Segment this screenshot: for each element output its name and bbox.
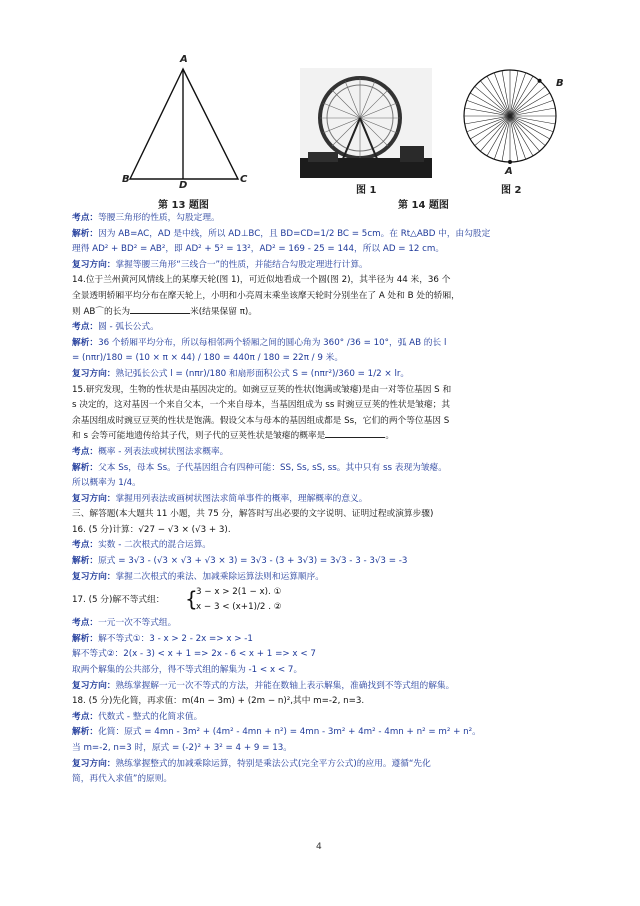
fuxi-label: 复习方向： [72,368,116,379]
system-line-1: 3 − x > 2(1 − x). ① [196,587,282,598]
q17-stem [72,585,572,616]
q13-jiexi-2: 理得 AD² + BD² = AB²，即 AD² + 5² = 13²，AD² = 169 - 25 = 144，所以 AD = 12 cm。 [72,244,445,255]
q14-stem-3a: 则 AB⌒的长为 [72,306,131,317]
kaodian-label: 考点： [72,446,99,457]
q14-kaodian [72,320,572,336]
q17-stem-text: 17. (5 分)解不等式组： [72,595,165,606]
fuxi-label: 复习方向： [72,680,116,691]
jiexi-text: 36 个轿厢平均分布，所以每相邻两个轿厢之间的圆心角为 360° /36 = 10°，弧 AB 的长 l [98,337,447,348]
q14-stem-3b: 米(结果保留 π)。 [190,306,258,317]
q13-fuxi [72,258,572,274]
kaodian-text: 概率 - 列表法或树状图法求概率。 [98,446,229,457]
q15-jiexi [72,461,572,477]
q18-jiexi [72,725,572,741]
fuxi-text: 熟练掌握整式的加减乘除运算，特别是乘法公式(完全平方公式)的应用。遵循“先化 [115,758,431,769]
q13-kaodian [72,211,572,227]
q14-jiexi [72,336,572,352]
kaodian-label: 考点： [72,711,99,722]
wheel-diagram [458,66,562,170]
fig1-label: 图 1 [356,185,377,196]
q16-kaodian [72,538,572,554]
q14-stem-1: 14.位于兰州黄河风情线上的某摩天轮(图 1)，可近似地看成一个圆(图 2)，其半径为 44 米，36 个 [72,275,451,286]
fuxi-text: 掌握等腰三角形“三线合一”的性质，并能结合勾股定理进行计算。 [115,259,368,270]
fig13-caption: 第 13 题图 [158,200,209,211]
jiexi-label: 解析： [72,337,99,348]
fuxi-label: 复习方向： [72,571,116,582]
jiexi-label: 解析： [72,727,99,738]
q17-jiexi [72,632,572,648]
kaodian-text: 代数式 - 整式的化简求值。 [98,711,203,722]
page-number: 4 [316,842,322,852]
q15-kaodian [72,445,572,461]
q17-jiexi-2: 解不等式②：2(x - 3) < x + 1 => 2x - 6 < x + 1 => x < 7 [72,649,316,660]
point-b-marker [538,79,542,83]
fuxi-text: 掌握二次根式的乘法、加减乘除运算法则和运算顺序。 [115,571,324,582]
kaodian-text: 等腰三角形的性质，勾股定理。 [98,213,220,223]
fuxi-label: 复习方向： [72,493,116,504]
text-body [72,211,572,788]
figures-area [0,0,640,220]
jiexi-text: 原式 = 3√3 - (√3 × √3 + √3 × 3) = 3√3 - (3 + 3√3) = 3√3 - 3 - 3√3 = -3 [98,556,408,567]
section-3-heading: 三、解答题(本大题共 11 小题，共 75 分，解答时写出必要的文字说明、证明过程或演算步骤) [72,509,434,520]
jiexi-label: 解析： [72,556,99,567]
kaodian-label: 考点： [72,540,99,551]
jiexi-text: 父本 Ss，母本 Ss。子代基因组合有四种可能：SS, Ss, sS, ss。其中只有 ss 表现为皱瘪。 [98,462,447,473]
q15-stem-4 [72,429,572,445]
q15-jiexi-2: 所以概率为 1/4。 [72,478,141,489]
fuxi-text: 掌握用列表法或画树状图法求简单事件的概率，理解概率的意义。 [115,493,368,504]
answer-blank [325,429,385,438]
kaodian-text: 一元一次不等式组。 [98,618,177,629]
q15-fuxi [72,492,572,508]
jiexi-text: 因为 AB=AC，AD 是中线，所以 AD⊥BC，且 BD=CD=1/2 BC = 5cm。在 Rt△ABD 中，由勾股定 [98,228,491,239]
q17-fuxi [72,679,572,695]
system-line-2: x − 3 < (x+1)/2 . ② [196,602,282,613]
answer-blank [130,305,190,314]
jiexi-label: 解析： [72,462,99,473]
kaodian-text: 圆 - 弧长公式。 [98,322,159,333]
q16-stem: 16. (5 分)计算：√27 − √3 × (√3 + 3). [72,524,231,535]
jiexi-label: 解析： [72,633,99,644]
q15-stem-1: 15.研究发现，生物的性状是由基因决定的。如豌豆豆荚的性状(饱满或皱瘪)是由一对等位基因 S 和 [72,384,452,395]
q15-stem-4a: 和 s 会等可能地遗传给其子代，则子代的豆荚性状是皱瘪的概率是 [72,431,326,442]
label-a: A [180,54,188,65]
q14-stem-2: 全景透明轿厢平均分布在摩天轮上，小明和小亮周末乘坐该摩天轮时分别坐在了 A 处和 B 处的轿厢， [72,290,460,301]
fuxi-text: 熟练掌握解一元一次不等式的方法，并能在数轴上表示解集，准确找到不等式组的解集。 [115,680,455,691]
ferris-wheel-photo [300,68,432,178]
q15-stem-4b: 。 [385,431,394,442]
q13-jiexi [72,227,572,243]
q14-fuxi [72,367,572,383]
q18-jiexi-2: 当 m=-2, n=3 时，原式 = (-2)² + 3² = 4 + 9 = 13。 [72,743,292,753]
label-b: B [122,174,130,185]
q17-kaodian [72,616,572,632]
q18-fuxi [72,757,572,773]
q15-stem-3: 余基因组成时豌豆豆荚的性状是饱满。假设父本与母本的基因组成都是 Ss，它们的两个等位基因 S [72,415,450,426]
triangle-figure [110,55,260,195]
q18-fuxi-2: 简，再代入求值”的原则。 [72,774,173,785]
fuxi-label: 复习方向： [72,758,116,769]
fig14-caption: 第 14 题图 [398,200,449,211]
kaodian-label: 考点： [72,322,99,333]
kaodian-text: 实数 - 二次根式的混合运算。 [98,540,211,551]
brace: { [185,587,198,612]
label-wheel-b: B [556,78,564,89]
fuxi-text: 熟记弧长公式 l = (nπr)/180 和扇形面积公式 S = (nπr²)/360 = 1/2 × lr。 [115,368,410,379]
point-a-marker [508,160,512,164]
fuxi-label: 复习方向： [72,259,116,270]
jiexi-label: 解析： [72,228,99,239]
q16-fuxi [72,570,572,586]
q18-stem: 18. (5 分)先化简，再求值：m(4n − 3m) + (2m − n)²,其中 m=-2, n=3. [72,696,365,707]
q15-stem-2: s 决定的，这对基因一个来自父本，一个来自母本，当基因组成为 ss 时豌豆豆荚的性状是皱瘪；其 [72,400,451,411]
fig2-label: 图 2 [501,185,522,196]
kaodian-label: 考点： [72,213,99,223]
label-wheel-a: A [505,166,513,177]
label-d: D [179,180,188,191]
q14-stem-3 [72,305,572,321]
jiexi-text: 化简：原式 = 4mn - 3m² + (4m² - 4mn + n²) = 4mn - 3m² + 4m² - 4mn + n² = m² + n²。 [98,727,481,738]
kaodian-label: 考点： [72,618,99,629]
q18-kaodian [72,710,572,726]
q17-jiexi-3: 取两个解集的公共部分，得不等式组的解集为 -1 < x < 7。 [72,665,303,676]
label-c: C [240,174,248,185]
q14-jiexi-2: = (nπr)/180 = (10 × π × 44) / 180 = 440π / 180 = 22π / 9 米。 [72,353,344,364]
q16-jiexi [72,554,572,570]
jiexi-text: 解不等式①：3 - x > 2 - 2x => x > -1 [98,633,253,644]
